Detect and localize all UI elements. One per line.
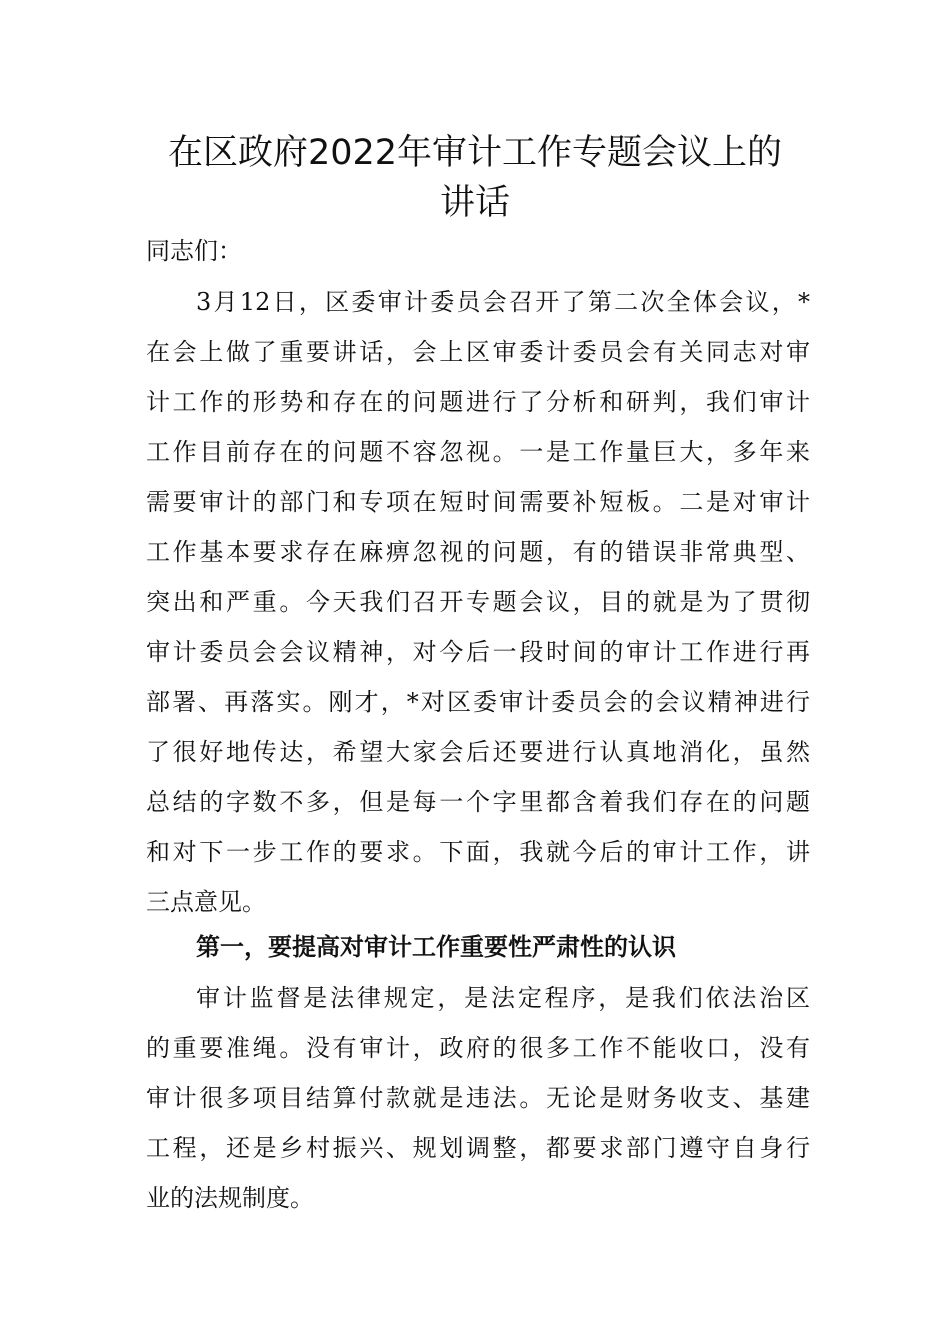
paragraph-1-line: 突出和严重。今天我们召开专题会议，目的就是为了贯彻 — [146, 588, 810, 616]
paragraph-1-line: 在会上做了重要讲话，会上区审委计委员会有关同志对审 — [146, 338, 810, 366]
paragraph-1-line: 了很好地传达，希望大家会后还要进行认真地消化，虽然 — [146, 738, 810, 766]
document-title-line-2: 讲话 — [439, 183, 510, 223]
document-title-line-1: 在区政府2022年审计工作专题会议上的 — [167, 133, 783, 173]
paragraph-2-line: 审计很多项目结算付款就是违法。无论是财务收支、基建 — [146, 1084, 810, 1112]
paragraph-1-line: 3月12日，区委审计委员会召开了第二次全体会议，* — [196, 288, 810, 316]
section-heading: 第一，要提高对审计工作重要性严肃性的认识 — [196, 933, 676, 961]
paragraph-2-line: 业的法规制度。 — [146, 1184, 314, 1212]
paragraph-1-line: 总结的字数不多，但是每一个字里都含着我们存在的问题 — [146, 788, 810, 816]
paragraph-1-line: 工作目前存在的问题不容忽视。一是工作量巨大，多年来 — [146, 438, 810, 466]
salutation: 同志们： — [146, 237, 242, 265]
paragraph-1-line: 和对下一步工作的要求。下面，我就今后的审计工作，讲 — [146, 838, 810, 866]
paragraph-2-line: 工程，还是乡村振兴、规划调整，都要求部门遵守自身行 — [146, 1134, 810, 1162]
paragraph-2-line: 审计监督是法律规定，是法定程序，是我们依法治区 — [196, 984, 810, 1012]
paragraph-2-line: 的重要准绳。没有审计，政府的很多工作不能收口，没有 — [146, 1034, 810, 1062]
paragraph-1-line: 三点意见。 — [146, 888, 266, 916]
paragraph-1-line: 审计委员会会议精神，对今后一段时间的审计工作进行再 — [146, 638, 810, 666]
paragraph-1-line: 计工作的形势和存在的问题进行了分析和研判，我们审计 — [146, 388, 810, 416]
paragraph-1-line: 需要审计的部门和专项在短时间需要补短板。二是对审计 — [146, 488, 810, 516]
paragraph-1-line: 工作基本要求存在麻痹忽视的问题，有的错误非常典型、 — [146, 538, 810, 566]
paragraph-1-line: 部署、再落实。刚才，*对区委审计委员会的会议精神进行 — [146, 688, 810, 716]
